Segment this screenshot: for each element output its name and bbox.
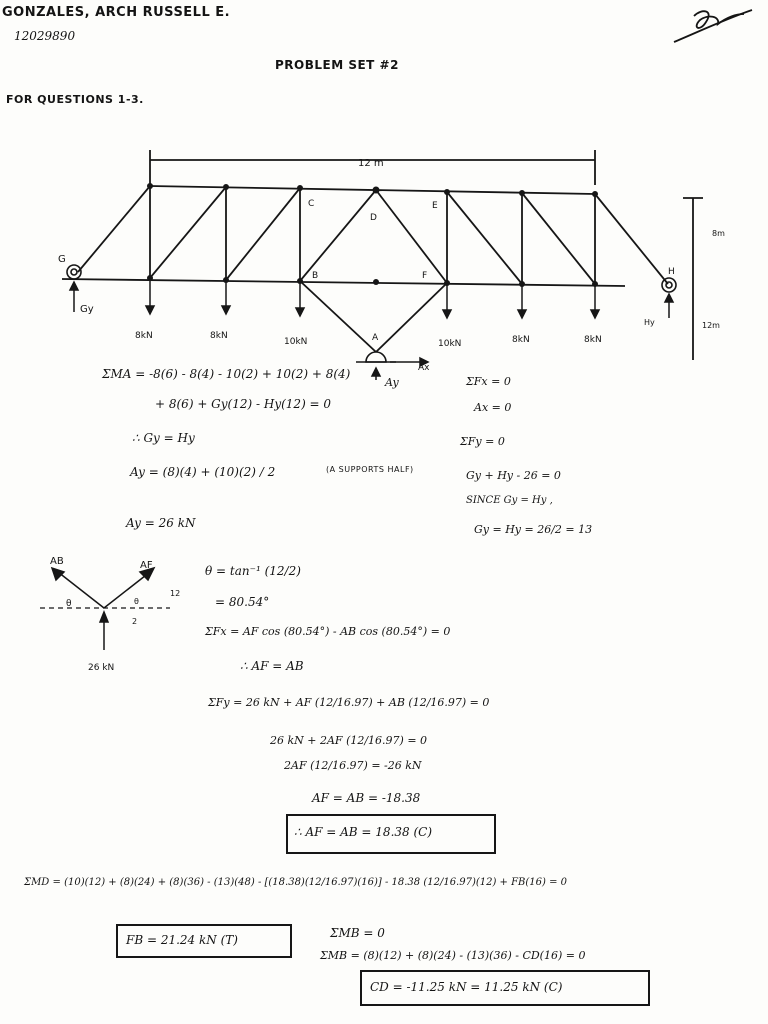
load-label-3: 10kN <box>284 337 308 347</box>
load-label-1: 8kN <box>135 331 153 341</box>
fbd-twelve-label: 12 <box>170 589 181 598</box>
eq-ay-note: (A SUPPORTS HALF) <box>326 465 414 474</box>
eq-since: SINCE Gy = Hy , <box>466 495 553 506</box>
eq-theta: θ = tan⁻¹ (12/2) <box>205 564 301 578</box>
fbd-af-label: AF <box>140 560 153 571</box>
eq-gy-hy: ∴ Gy = Hy <box>132 431 195 445</box>
fbd-two-label: 2 <box>132 617 138 626</box>
eq-sum-mb: ΣMB = 0 <box>330 926 385 940</box>
eq-step-3: 2AF (12/16.97) = -26 kN <box>284 759 422 772</box>
reaction-ax-label: Ax <box>418 363 430 373</box>
node-g-label: G <box>58 254 66 265</box>
result-box-cd <box>360 970 650 1006</box>
reaction-hy-label: Hy <box>644 318 655 327</box>
load-label-6: 8kN <box>584 335 602 345</box>
fbd-theta-left: θ <box>66 599 72 609</box>
eq-ay-result: Ay = 26 kN <box>126 516 196 530</box>
eq-ax-zero: Ax = 0 <box>474 401 512 414</box>
height-8m-label: 8m <box>712 229 725 238</box>
truss-diagram <box>0 140 768 380</box>
reaction-gy-label: Gy <box>80 304 94 315</box>
eq-sum-fy: ΣFy = 0 <box>460 435 505 448</box>
eq-gy-hy-result: Gy = Hy = 26/2 = 13 <box>474 523 593 536</box>
eq-theta-value: = 80.54° <box>215 595 270 609</box>
result-fb: FB = 21.24 kN (T) <box>126 933 238 947</box>
eq-moment-b: ΣMB = (8)(12) + (8)(24) - (13)(36) - CD(16) = 0 <box>320 949 586 962</box>
node-h-label: H <box>668 267 675 277</box>
height-12m-label: 12m <box>702 321 720 330</box>
eq-fx-joint: ΣFx = AF cos (80.54°) - AB cos (80.54°) = 0 <box>205 625 451 638</box>
node-a-label: A <box>372 333 379 343</box>
signature <box>668 2 764 48</box>
questions-note: FOR QUESTIONS 1-3. <box>6 93 144 106</box>
result-box-af-ab <box>286 814 496 854</box>
eq-ay-formula: Ay = (8)(4) + (10)(2) / 2 <box>130 465 276 479</box>
span-label: 12 m <box>358 158 384 169</box>
ay-reaction-label: Ay <box>385 376 399 389</box>
eq-af-ab-equal: ∴ AF = AB <box>240 659 304 673</box>
eq-moment-d: ΣMD = (10)(12) + (8)(24) + (8)(36) - (13)(48) - [(18.38)(12/16.97)(16)] - 18.38 (12/16.97)(12) + FB(16) = 0 <box>24 877 568 888</box>
load-label-2: 8kN <box>210 331 228 341</box>
eq-gy-plus-hy: Gy + Hy - 26 = 0 <box>466 469 561 482</box>
eq-fy-joint: ΣFy = 26 kN + AF (12/16.97) + AB (12/16.97) = 0 <box>208 696 490 709</box>
page-title: PROBLEM SET #2 <box>275 58 399 72</box>
result-box-fb <box>116 924 292 958</box>
eq-moment-a-1: ΣMA = -8(6) - 8(4) - 10(2) + 10(2) + 8(4) <box>102 367 351 381</box>
eq-moment-a-2: + 8(6) + Gy(12) - Hy(12) = 0 <box>155 397 332 411</box>
result-cd: CD = -11.25 kN = 11.25 kN (C) <box>370 980 563 994</box>
node-d-label: D <box>370 213 377 223</box>
fbd-theta-right: θ <box>134 597 139 606</box>
node-c-label: C <box>308 199 315 209</box>
load-label-4: 10kN <box>438 339 462 349</box>
node-b-label: B <box>312 271 319 281</box>
node-e-label: E <box>432 201 438 211</box>
node-f-label: F <box>422 271 428 281</box>
eq-step-2: 26 kN + 2AF (12/16.97) = 0 <box>270 734 428 747</box>
result-af-ab: ∴ AF = AB = 18.38 (C) <box>294 825 433 839</box>
load-label-5: 8kN <box>512 335 530 345</box>
fbd-ab-label: AB <box>50 556 64 567</box>
student-name: GONZALES, ARCH RUSSELL E. <box>2 5 231 20</box>
eq-sum-fx: ΣFx = 0 <box>466 375 511 388</box>
eq-step-4: AF = AB = -18.38 <box>312 791 421 805</box>
joint-a-fbd <box>30 550 200 675</box>
fbd-force-label: 26 kN <box>88 663 115 673</box>
student-id: 12029890 <box>14 29 76 43</box>
